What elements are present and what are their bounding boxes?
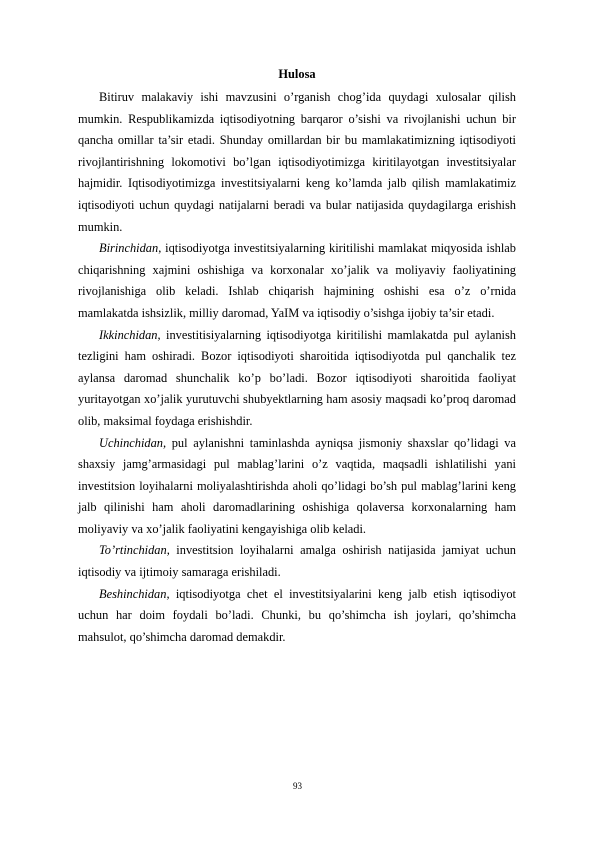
paragraph-text: investitsion loyihalarni amalga oshirish natijasida jamiyat uchun iqtisodiy va ijtimoiy samaraga erishiladi. xyxy=(78,543,516,580)
paragraph-text: pul aylanishni taminlashda ayniqsa jismoniy shaxslar qo’lidagi va shaxsiy jamg’armasidagi pul mablag’larini o’z vaqtida, maqsadli ishlatilishi yani investitsion loyihalarni moliyalashtirishda aholi qo’lidagi bo’sh pul mablag’larini keng jalb qilinishi ham aholi daromadlarining oshishiga qolaversa korxonalarning ham moliyaviy va xo’jalik faoliyatini kengayishiga olib keladi. xyxy=(78,435,516,536)
paragraph-text: investitisiyalarning iqtisodiyotga kiritilishi mamlakatda pul aylanish tezligini ham oshiradi. Bozor iqtisodiyoti sharoitida iqtisodiyotda pul qanchalik tez aylansa daromad shunchalik ko’p bo’ladi. Bozor iqtisodiyoti sharoitida faoliyat yuritayotgan xo’jalik yurutuvchi shubyektlarning ham asosiy maqsadi ko’proq daromad olib, maksimal foydaga erishishdir. xyxy=(78,327,516,428)
page-number: 93 xyxy=(293,781,302,791)
paragraph-lead: Uchinchidan, xyxy=(99,435,167,450)
paragraph-lead: Birinchidan xyxy=(99,241,159,256)
paragraph-text: Bitiruv malakaviy ishi mavzusini o’rganish chog’ida quydagi xulosalar qilish mumkin. Respublikamizda iqtisodiyotning barqaror o’sishi va rivojlanishi uchun bir qancha omillar ta’sir etadi. Shunday omillardan bir bu mamlakatimizning iqtisodiyoti rivojlantirishning lokomotivi bo’lgan iqtisodiyotimizga kiritilayotgan investitsiyalar hajmidir. Iqtisodiyotimizga investitsiyalarni keng ko’lamda jalb qilish mamlakatimiz iqtisodiyoti uchun quydagi natijalarni beradi va bular natijasida quydagilarga erishish mumkin. xyxy=(78,90,516,234)
paragraph-lead: Beshinchidan, xyxy=(99,586,170,601)
paragraph-fifth xyxy=(78,584,516,649)
paragraph-lead: Ikkinchidan, xyxy=(99,327,161,342)
paragraph-text: , iqtisodiyotga investitsiyalarning kiritilishi mamlakat miqyosida ishlab chiqarishning xajmini oshishiga va korxonalar xo’jalik va moliyaviy faoliyatining rivojlanishiga olib keladi. Ishlab chiqarish hajmining oshishi esa o’z o’rnida mamlakatda ishsizlik, milliy daromad, YaIM va iqtisodiy o’sishga ijobiy ta’sir etadi. xyxy=(78,241,516,320)
document-body xyxy=(78,66,516,648)
paragraph-fourth xyxy=(78,540,516,583)
paragraph-text: iqtisodiyotga chet el investitsiyalarini keng jalb etish iqtisodiyot uchun har doim foydali bo’ladi. Chunki, bu qo’shimcha ish joylari, qo’shimcha mahsulot, qo’shimcha daromad demakdir. xyxy=(78,586,516,644)
document-title: Hulosa xyxy=(278,67,316,81)
paragraph-second xyxy=(78,325,516,433)
paragraph-intro xyxy=(78,87,516,238)
paragraph-lead: To’rtinchidan, xyxy=(99,543,170,558)
paragraph-first xyxy=(78,238,516,324)
paragraph-third xyxy=(78,433,516,541)
